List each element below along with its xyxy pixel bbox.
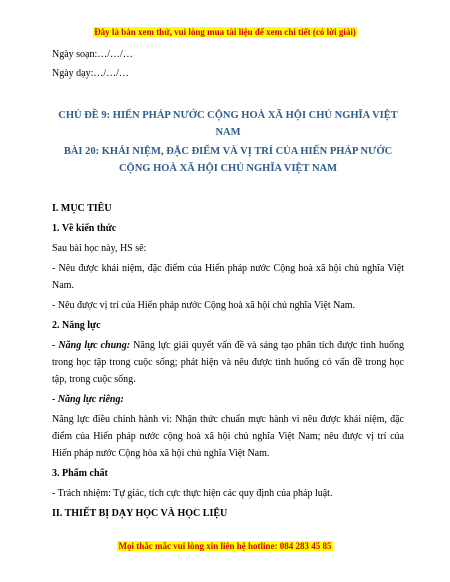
general-competence <box>52 337 404 388</box>
lesson-title: BÀI 20: KHÁI NIỆM, ĐẶC ĐIỂM VÀ VỊ TRÍ CỦA HIẾN PHÁP NƯỚC CỘNG HOÀ XÃ HỘI CHỦ NGHĨA VIỆT NAM <box>63 146 393 174</box>
knowledge-item-concept: - Nêu được khái niệm, đặc điểm của Hiến pháp nước Cộng hoà xã hội chủ nghĩa Việt Nam. <box>52 263 404 291</box>
document-body <box>52 46 404 522</box>
hotline-banner <box>0 541 450 551</box>
section-objectives-heading: I. MỤC TIÊU <box>52 203 112 214</box>
knowledge-heading: 1. Về kiến thức <box>52 223 117 234</box>
section-equipment-heading: II. THIẾT BỊ DẠY HỌC VÀ HỌC LIỆU <box>52 508 228 519</box>
prepare-date: Ngày soạn:…/…/… <box>52 49 133 60</box>
preview-banner <box>0 27 450 37</box>
quality-heading: 3. Phẩm chất <box>52 468 108 479</box>
general-competence-text: Năng lực giải quyết vấn đề và sáng tạo phân tích được tình huống trong học tập trong cuộc sống; phát hiện và nêu được tình huống có vấn đề trong học tập, trong cuộc sống. <box>52 340 404 385</box>
teach-date: Ngày dạy:…/…/… <box>52 68 129 79</box>
hotline-banner-text: Mọi thắc mắc vui lòng xin liên hệ hotline: 084 283 45 85 <box>118 541 332 551</box>
competence-heading: 2. Năng lực <box>52 320 101 331</box>
preview-banner-text: Đây là bản xem thử, vui lòng mua tài liệu để xem chi tiết (có lời giải) <box>94 27 356 37</box>
topic-title: CHỦ ĐỀ 9: HIẾN PHÁP NƯỚC CỘNG HOÀ XÃ HỘI CHỦ NGHĨA VIỆT NAM <box>58 110 398 138</box>
knowledge-intro: Sau bài học này, HS sẽ: <box>52 243 147 254</box>
general-competence-label: - Năng lực chung: <box>52 340 131 351</box>
specific-competence-label: - Năng lực riêng: <box>52 394 124 405</box>
knowledge-item-position: - Nêu được vị trí của Hiến pháp nước Cộng hoà xã hội chủ nghĩa Việt Nam. <box>52 300 356 311</box>
specific-competence-text: Năng lực điều chỉnh hành vi: Nhận thức chuẩn mực hành vi nêu được khái niệm, đặc điểm của Hiến pháp nước cộng hoà xã hội chủ nghĩa Việt Nam; nêu được vị trí của Hiến pháp nước Cộng hòa xã hội chủ nghĩa Việt Nam. <box>52 414 404 459</box>
quality-item-responsibility: - Trách nhiệm: Tự giác, tích cực thực hiện các quy định của pháp luật. <box>52 488 333 499</box>
